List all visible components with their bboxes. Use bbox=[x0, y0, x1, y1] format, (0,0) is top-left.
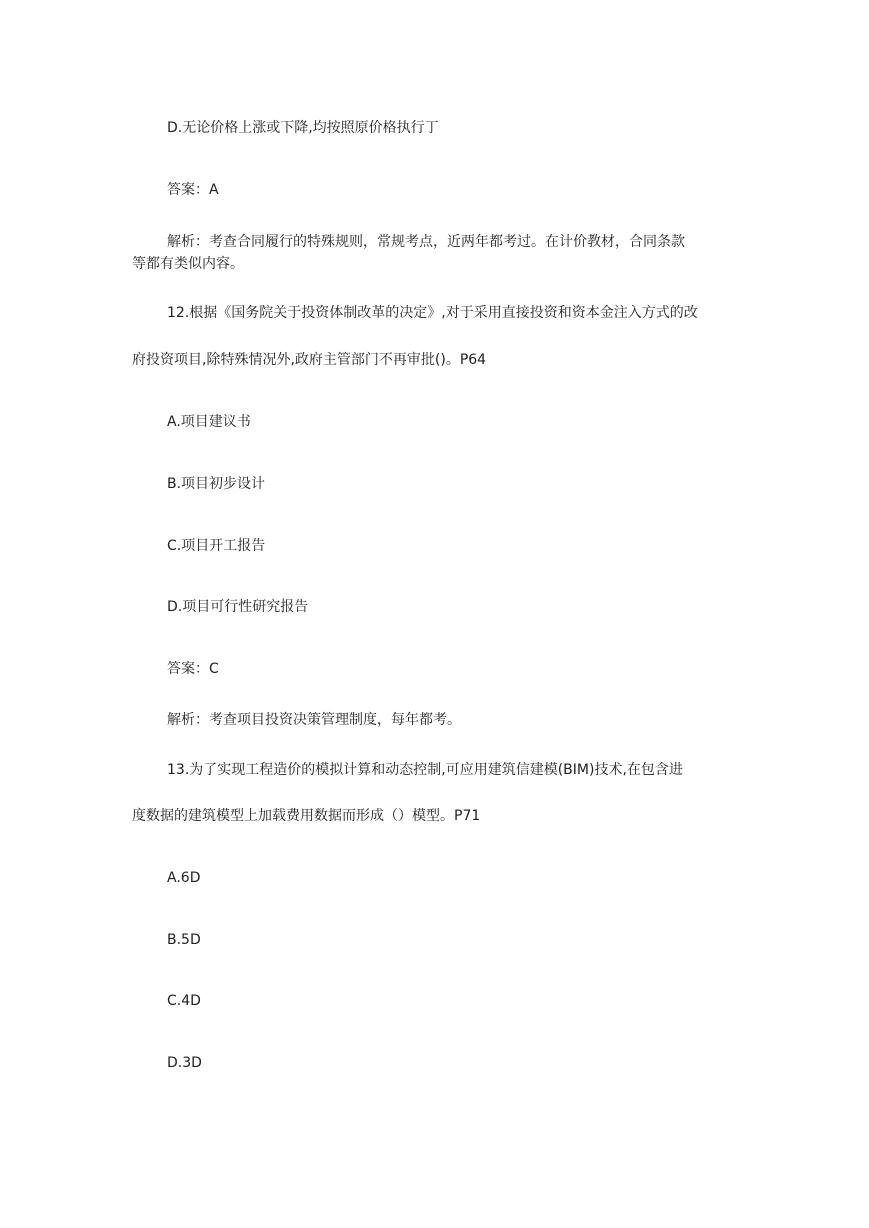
q12-answer: 答案：C bbox=[167, 661, 219, 677]
analysis-prev-question-line1: 解析：考查合同履行的特殊规则，常规考点，近两年都考过。在计价教材，合同条款 bbox=[167, 234, 685, 250]
q12-option-c: C.项目开工报告 bbox=[167, 538, 266, 554]
q13-option-d: D.3D bbox=[167, 1055, 202, 1071]
q13-option-b: B.5D bbox=[167, 932, 201, 948]
q13-option-c: C.4D bbox=[167, 993, 201, 1009]
question-12-line1: 12.根据《国务院关于投资体制改革的决定》,对于采用直接投资和资本金注入方式的改 bbox=[167, 305, 698, 321]
q12-option-d: D.项目可行性研究报告 bbox=[167, 599, 309, 615]
q12-analysis: 解析：考查项目投资决策管理制度，每年都考。 bbox=[167, 712, 461, 728]
q12-option-a: A.项目建议书 bbox=[167, 414, 251, 430]
question-13-line2: 度数据的建筑模型上加载费用数据而形成（）模型。P71 bbox=[132, 808, 481, 824]
q12-option-b: B.项目初步设计 bbox=[167, 476, 266, 492]
question-12-line2: 府投资项目,除特殊情况外,政府主管部门不再审批()。P64 bbox=[132, 352, 487, 368]
option-d-prev-question: D.无论价格上涨或下降,均按照原价格执行丁 bbox=[167, 120, 439, 136]
analysis-prev-question-line2: 等都有类似内容。 bbox=[132, 256, 244, 272]
answer-prev-question: 答案：A bbox=[167, 182, 219, 198]
q13-option-a: A.6D bbox=[167, 870, 201, 886]
question-13-line1: 13.为了实现工程造价的模拟计算和动态控制,可应用建筑信建模(BIM)技术,在包含进 bbox=[167, 762, 683, 778]
